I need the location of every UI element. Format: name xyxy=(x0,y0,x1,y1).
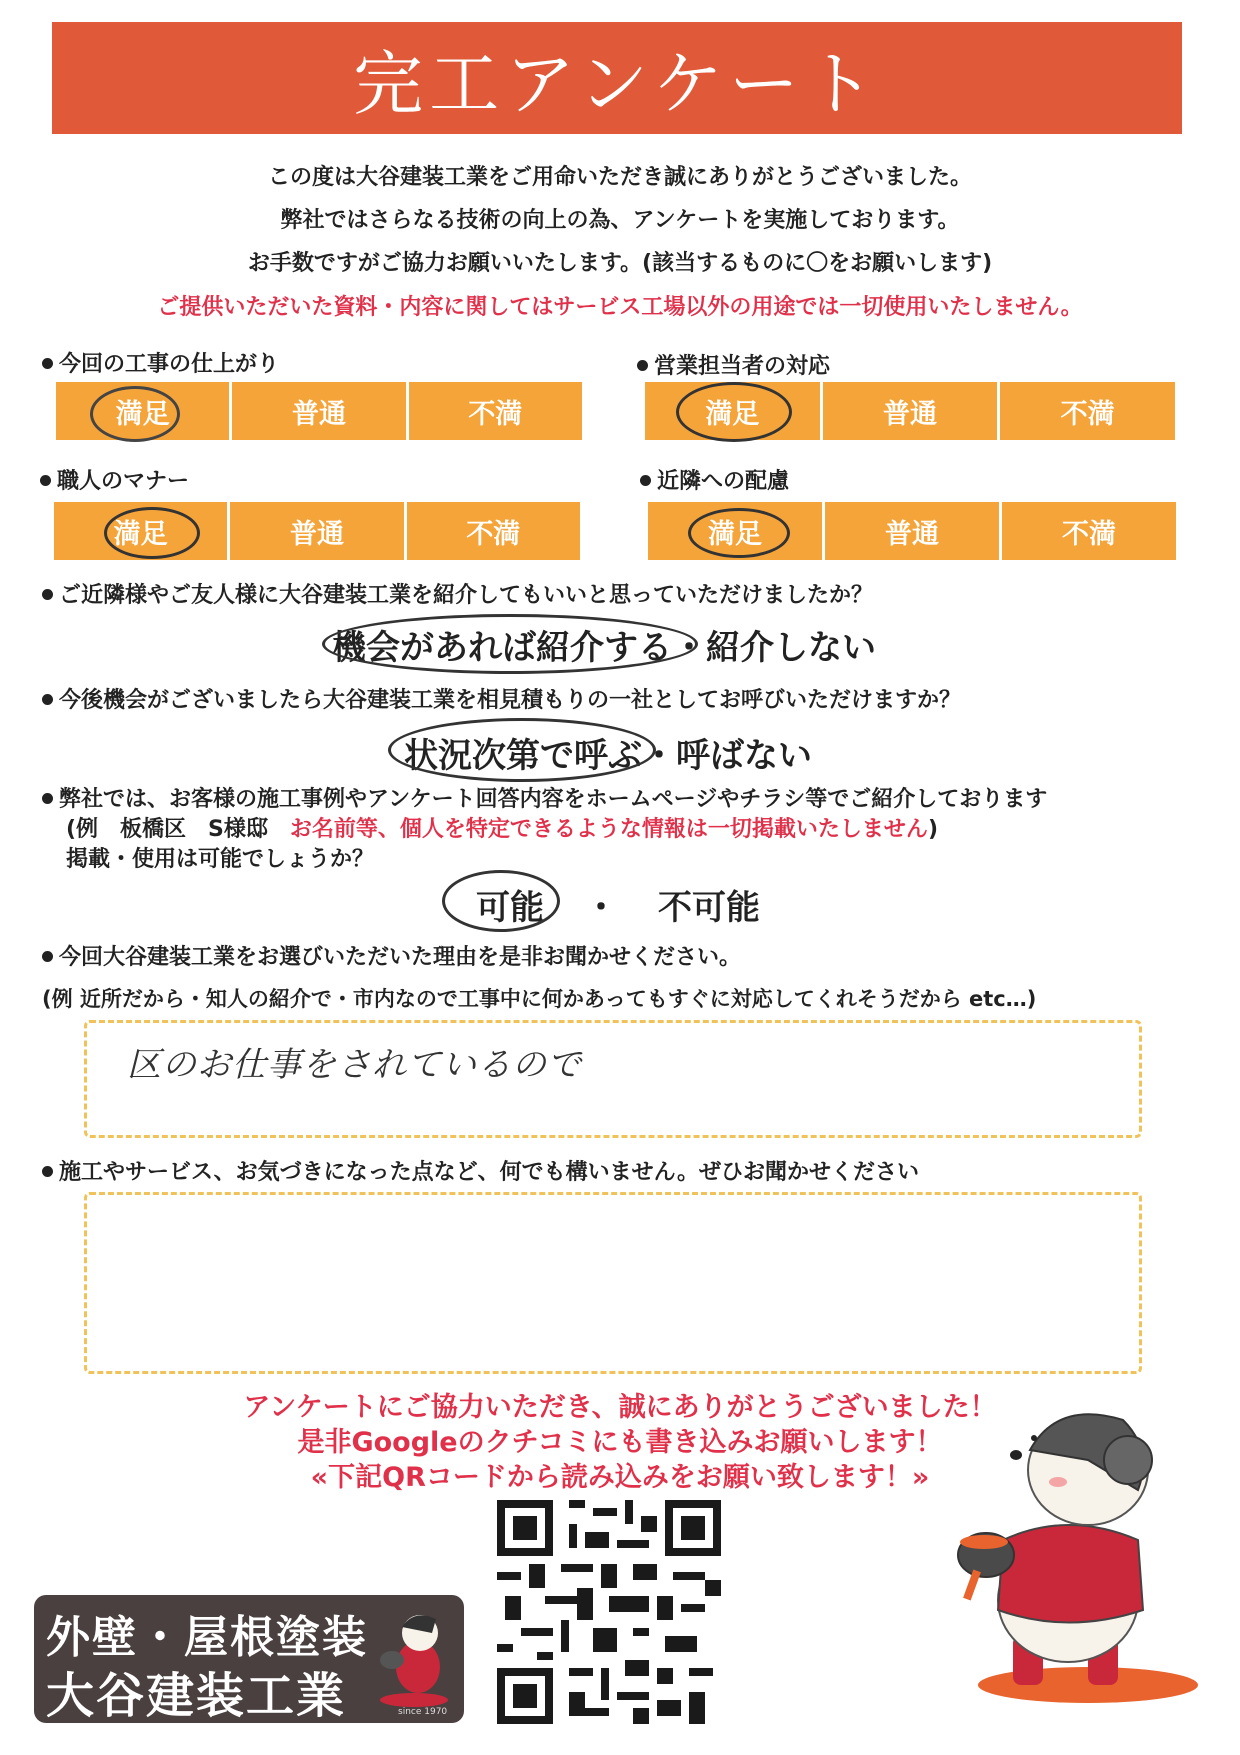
logo-since: since 1970 xyxy=(398,1707,448,1717)
logo-bear-icon xyxy=(374,1605,454,1710)
option-normal[interactable]: 普通 xyxy=(825,502,1002,560)
rating-question-manner: 職人のマナー xyxy=(40,464,189,495)
page-title: 完工アンケート xyxy=(353,42,881,125)
rating-question-sales: 営業担当者の対応 xyxy=(637,349,830,380)
option-dissatisfied[interactable]: 不満 xyxy=(407,502,580,560)
publish-choices: 可能 ・ 不可能 xyxy=(476,888,760,928)
option-normal[interactable]: 普通 xyxy=(823,382,1001,440)
hand-circle-mark xyxy=(104,507,200,559)
hand-circle-mark xyxy=(676,382,792,442)
reason-question: 今回大谷建装工業をお選びいただいた理由を是非お聞かせください。 xyxy=(42,940,741,971)
referral-question: ご近隣様やご友人様に大谷建装工業を紹介してもいいと思っていただけましたか？ xyxy=(42,578,873,609)
hand-circle-mark xyxy=(90,386,180,442)
intro-line-3: お手数ですがご協力お願いいたします。(該当するものに〇をお願いします) xyxy=(247,251,993,276)
logo-line-1: 外壁・屋根塗装 xyxy=(46,1612,368,1663)
option-satisfied[interactable]: 満足 xyxy=(56,382,232,440)
estimate-question: 今後機会がございましたら大谷建装工業を相見積もりの一社としてお呼びいただけますか？ xyxy=(42,683,961,714)
reason-answer: 区のお仕事をされているので xyxy=(127,1045,582,1085)
rating-question-neighbors: 近隣への配慮 xyxy=(640,464,789,495)
choice-depends[interactable]: 状況次第で呼ぶ xyxy=(404,736,642,776)
feedback-question: 施工やサービス、お気づきになった点など、何でも構いません。ぜひお聞かせください xyxy=(42,1155,919,1186)
choice-possible[interactable]: 可能 xyxy=(476,888,544,928)
publish-example: (例 板橋区 S様邸 お名前等、個人を特定できるような情報は一切掲載いたしません) xyxy=(66,817,938,842)
reason-example: (例 近所だから・知人の紹介で・市内なので工事中に何かあってもすぐに対応してくれそうだから etc…) xyxy=(42,987,1037,1011)
company-logo xyxy=(34,1595,464,1723)
option-dissatisfied[interactable]: 不満 xyxy=(1002,502,1176,560)
intro-line-2: 弊社ではさらなる技術の向上の為、アンケートを実施しております。 xyxy=(280,208,960,233)
thanks-line-2: 是非Googleのクチコミにも書き込みお願いします！ xyxy=(297,1427,943,1458)
referral-choices: 機会があれば紹介する・紹介しない xyxy=(332,628,876,668)
option-normal[interactable]: 普通 xyxy=(230,502,406,560)
option-satisfied[interactable]: 満足 xyxy=(648,502,825,560)
option-dissatisfied[interactable]: 不満 xyxy=(409,382,582,440)
publish-question: 弊社では、お客様の施工事例やアンケート回答内容をホームページやチラシ等でご紹介しております xyxy=(42,782,1047,813)
option-dissatisfied[interactable]: 不満 xyxy=(1000,382,1175,440)
rating-question-finish: 今回の工事の仕上がり xyxy=(42,347,279,378)
privacy-note: ご提供いただいた資料・内容に関してはサービス工場以外の用途では一切使用いたしません。 xyxy=(157,295,1083,320)
estimate-choices: 状況次第で呼ぶ・呼ばない xyxy=(404,736,812,776)
reason-answer-box[interactable] xyxy=(84,1020,1142,1138)
choice-will-not-call[interactable]: 呼ばない xyxy=(676,736,812,776)
hand-circle-mark xyxy=(442,870,560,932)
option-satisfied[interactable]: 満足 xyxy=(54,502,230,560)
choice-will-not-refer[interactable]: 紹介しない xyxy=(706,628,876,668)
hand-circle-mark xyxy=(688,508,790,558)
logo-line-2: 大谷建装工業 xyxy=(46,1668,347,1724)
hand-circle-mark xyxy=(388,718,656,782)
choice-not-possible[interactable]: 不可能 xyxy=(658,888,760,928)
thanks-line-1: アンケートにご協力いただき、誠にありがとうございました！ xyxy=(243,1392,997,1423)
title-banner xyxy=(52,22,1182,134)
hand-circle-mark xyxy=(322,614,698,674)
publish-question-2: 掲載・使用は可能でしょうか？ xyxy=(66,847,375,872)
option-normal[interactable]: 普通 xyxy=(232,382,408,440)
choice-will-refer[interactable]: 機会があれば紹介する xyxy=(332,628,672,668)
qr-code-icon[interactable] xyxy=(497,1500,721,1724)
feedback-answer-box[interactable] xyxy=(84,1192,1142,1374)
thanks-line-3: «下記QRコードから読み込みをお願い致します！» xyxy=(310,1462,930,1493)
intro-line-1: この度は大谷建装工業をご用命いただき誠にありがとうございました。 xyxy=(267,165,972,190)
bear-mascot-icon xyxy=(938,1390,1210,1710)
option-satisfied[interactable]: 満足 xyxy=(645,382,823,440)
